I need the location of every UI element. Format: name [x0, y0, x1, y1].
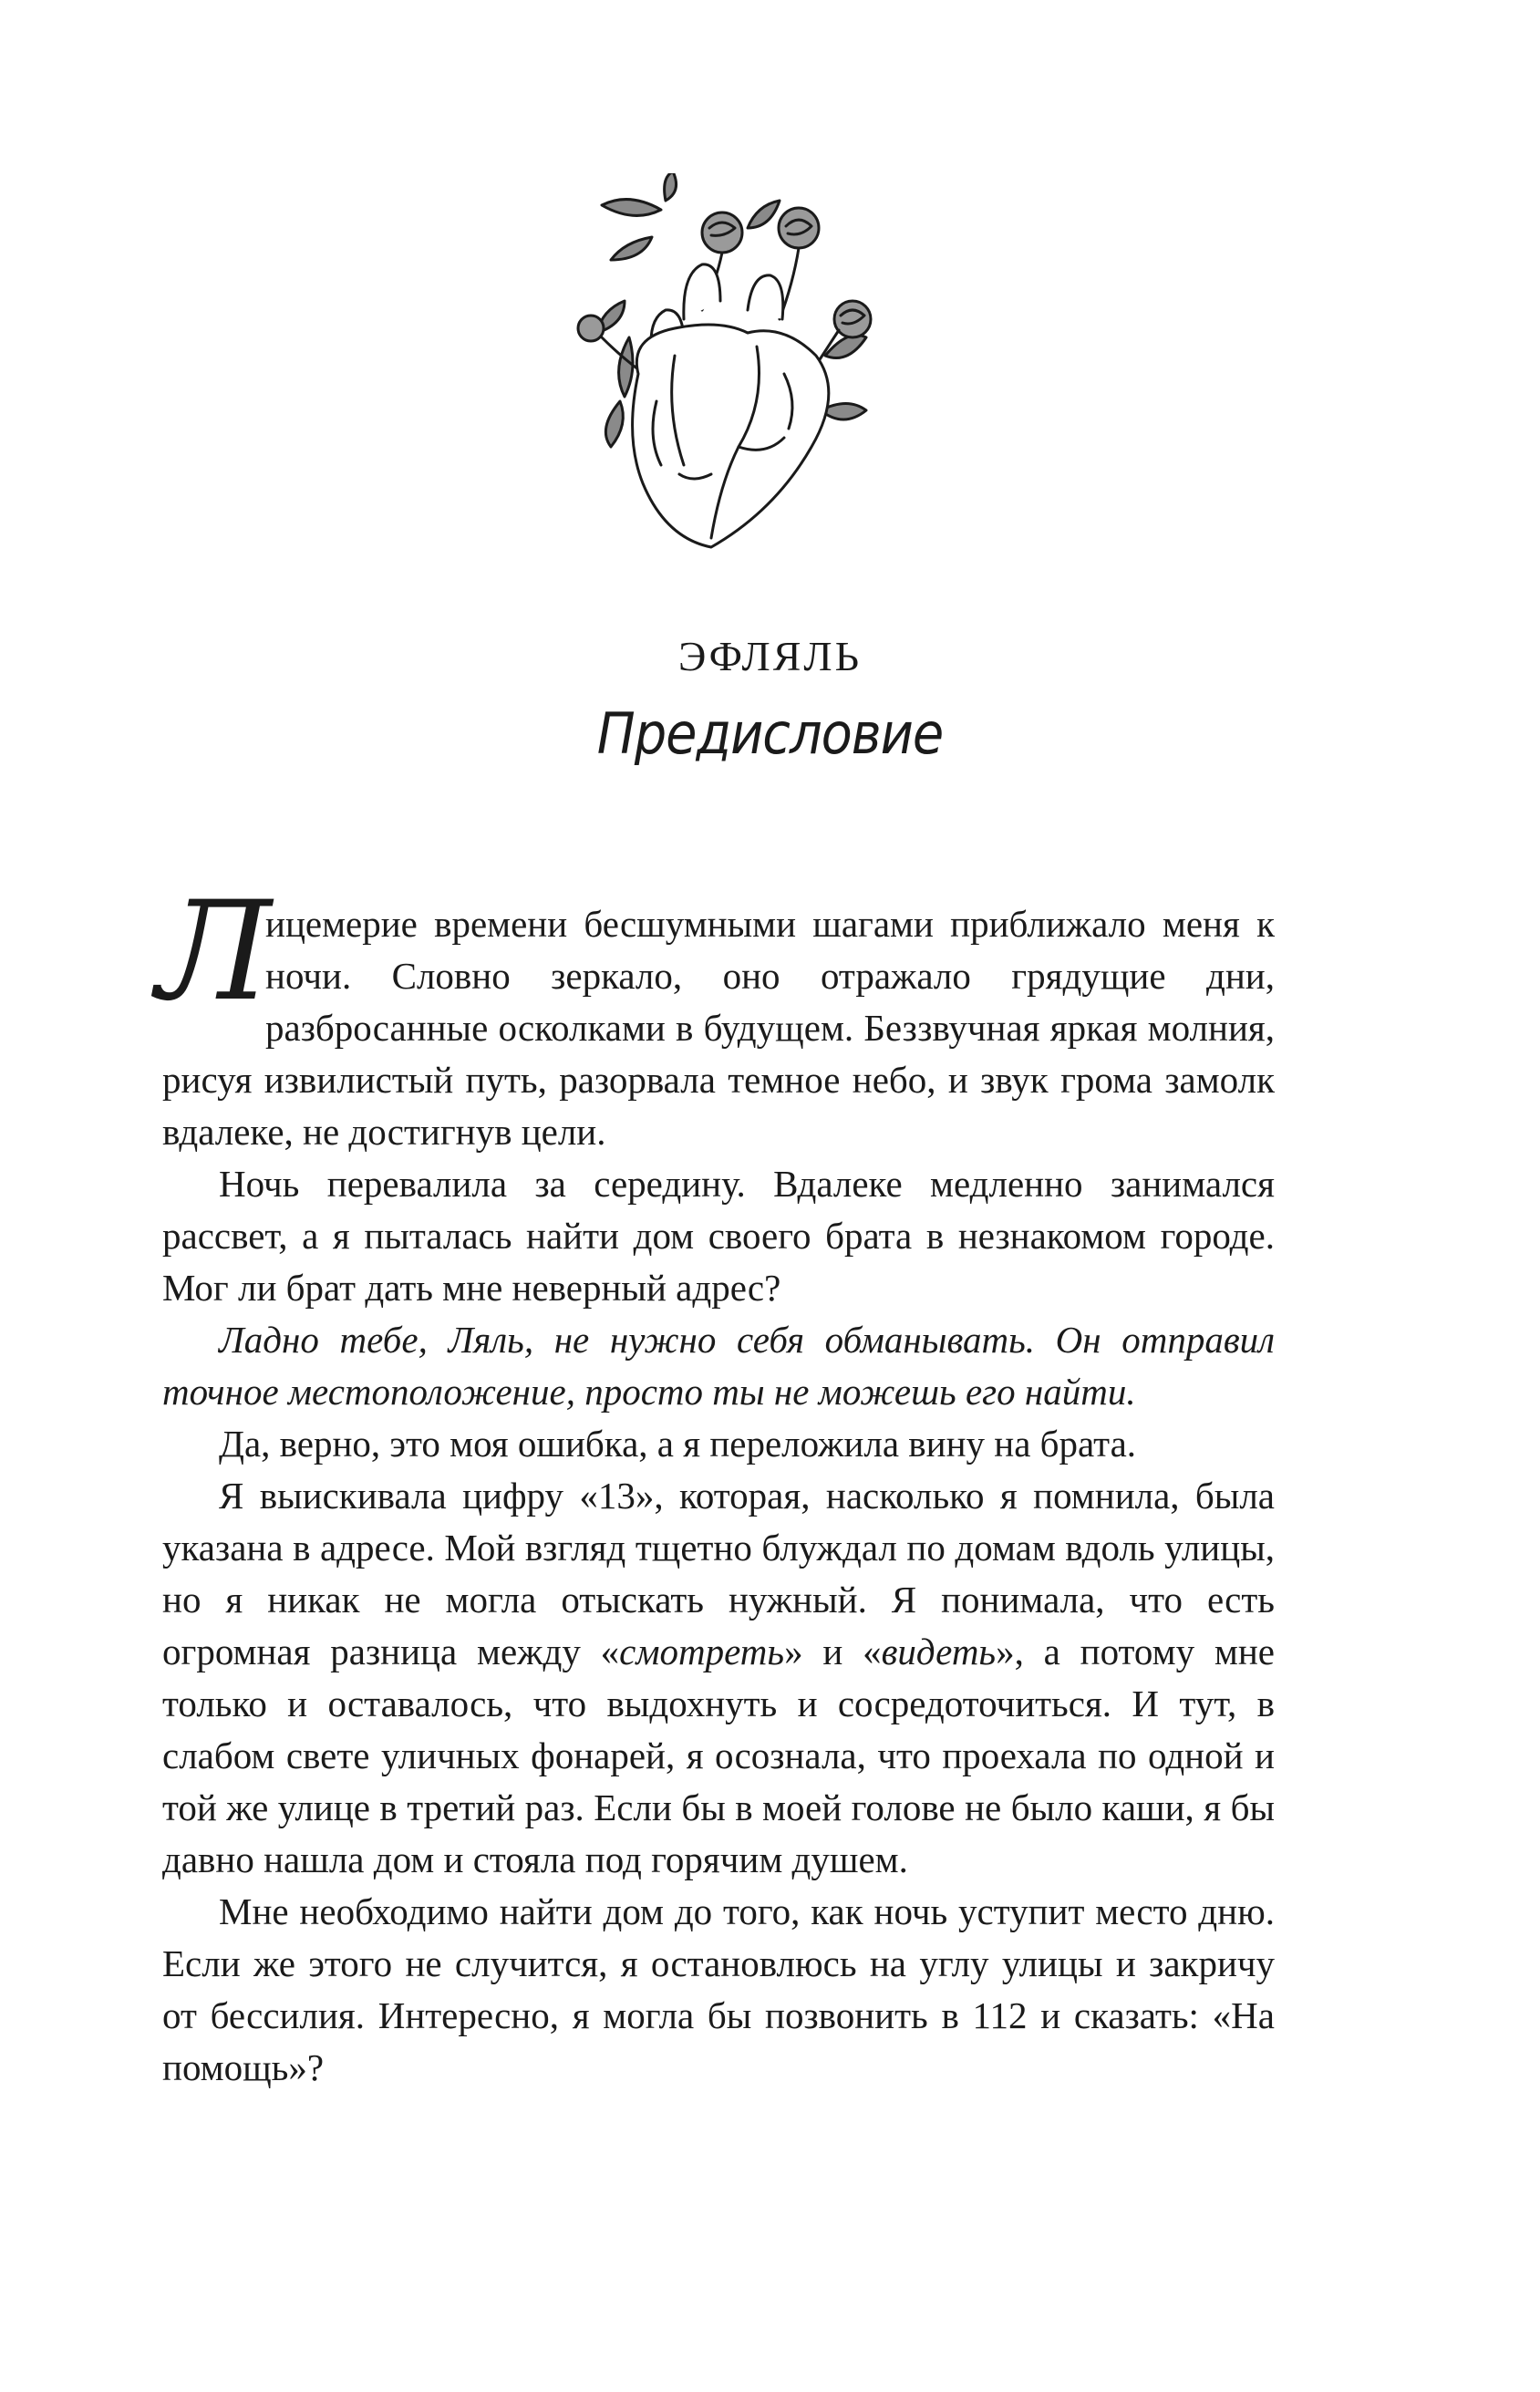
emphasis-smotret: смотреть — [619, 1631, 785, 1672]
paragraph-1 — [157, 873, 1275, 1158]
heart-with-flowers-icon — [574, 173, 903, 556]
drop-cap: Л — [157, 873, 272, 1031]
paragraph-3-inner-voice: Ладно тебе, Ляль, не нужно себя обманывать. Он отправил точное местоположение, просто ты не можешь его найти. — [162, 1319, 1275, 1413]
paragraph-5-part-c: », а потому мне только и оставалось, что выдохнуть и сосредоточиться. И тут, в слабом свете уличных фонарей, я осознала, что проехала по одной и той же улице в третий раз. Если бы в моей голове не было каши, я бы давно нашла дом и стояла под горячим душем. — [162, 1631, 1275, 1880]
chapter-title: Предисловие — [596, 700, 944, 767]
paragraph-5-part-a: Я выискивала цифру «13», которая, насколько я помнила, была указана в адресе. Мой взгляд тщетно блуждал по домам вдоль улицы, но я никак не могла отыскать нужный. Я понимала, что есть огромная разница между « — [162, 1475, 1275, 1672]
chapter-kicker: ЭФЛЯЛЬ — [678, 633, 862, 679]
emphasis-videt: видеть — [881, 1631, 997, 1672]
paragraph-5 — [162, 1470, 1275, 1886]
paragraph-5-part-b: » и « — [784, 1631, 882, 1672]
paragraph-1-text: ицемерие времени бесшумными шагами приближало меня к ночи. Словно зеркало, оно отражало грядущие дни, разбросанные осколками в будущем. Беззвучная яркая молния, рисуя извилистый путь, разорвала темное небо, и звук грома замолк вдалеке, не достигнув цели. — [162, 903, 1275, 1153]
chapter-body — [157, 873, 1275, 2094]
paragraph-6: Мне необходимо найти дом до того, как ночь уступит место дню. Если же этого не случится, я остановлюсь на углу улицы и закричу от бессилия. Интересно, я могла бы позвонить в 112 и сказать: «На помощь»? — [162, 1890, 1275, 2088]
paragraph-4: Да, верно, это моя ошибка, а я переложила вину на брата. — [219, 1423, 1137, 1465]
paragraph-2: Ночь перевалила за середину. Вдалеке медленно занимался рассвет, а я пыталась найти дом своего брата в незнакомом городе. Мог ли брат дать мне неверный адрес? — [162, 1163, 1275, 1309]
